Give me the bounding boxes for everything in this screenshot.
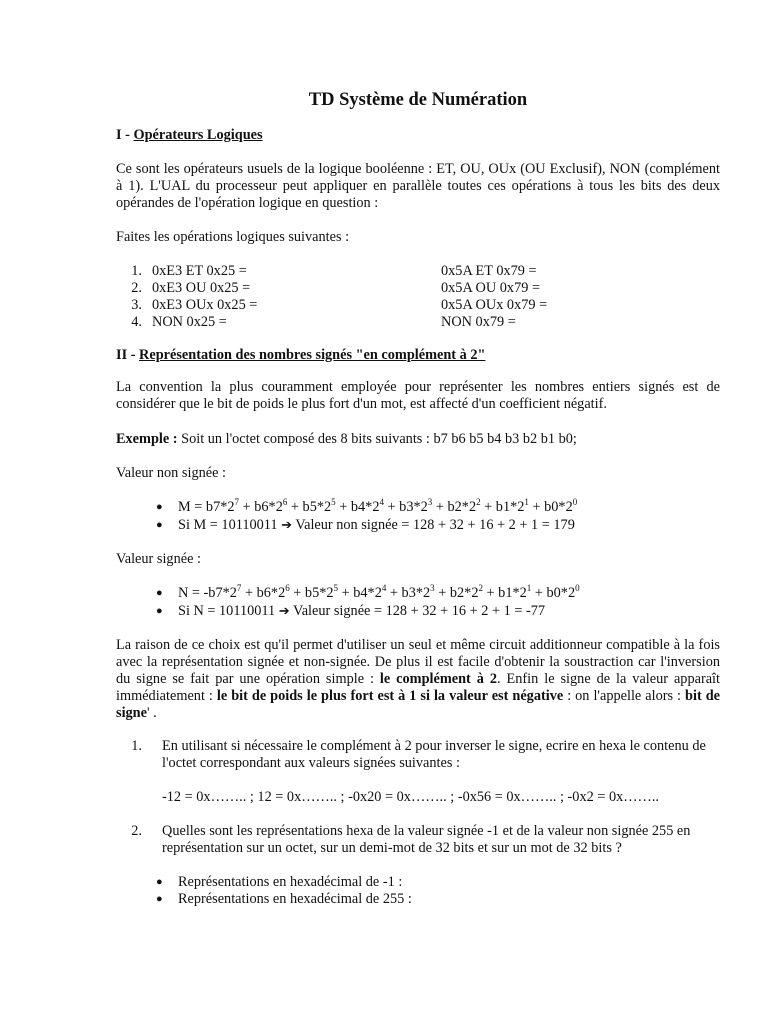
signed-example: Si N = 10110011 (178, 603, 276, 619)
unsigned-label: Valeur non signée : (116, 465, 226, 481)
example-text: Soit un l'octet composé des 8 bits suivants : b7 b6 b5 b4 b3 b2 b1 b0; (177, 431, 577, 447)
unsigned-formula: $M = b7*2^7 + b6*2^6 + b5*2^5 + b4*2^4 + b3*2^3 + b2*2^2 + b1*2^1 + b0*2^0$ (178, 497, 578, 515)
example-label: Exemple : (116, 431, 178, 447)
formula-row (116, 585, 720, 602)
explanation-paragraph: La raison de ce choix est qu'il permet d'utiliser un seul et même circuit additionneur compatible à la fois avec la représentation signée et non-signée. De plus il est facile d'obtenir la soustraction car l'inversion du signe se fait par une opération simple : le complément à 2. Enfin le signe de la valeur apparaît immédiatement : le bit de poids le plus fort est à 1 si la valeur est négative : on l'appelle alors : bit de signe' . (116, 637, 720, 721)
unsigned-example: Si M = 10110011 (178, 517, 278, 533)
list-item: ● Représentations en hexadécimal de -1 : (156, 874, 403, 890)
operation-right: 0x5A OUx 0x79 = (441, 297, 548, 313)
operation-right: 0x5A ET 0x79 = (441, 263, 537, 279)
signed-formula: $N = -b7*2^7 + b6*2^6 + b5*2^5 + b4*2^4 + b3*2^3 + b2*2^2 + b1*2^1 + b0*2^0$ (178, 583, 580, 601)
operation-left: NON 0x25 = (152, 314, 227, 330)
section-1-heading (116, 127, 263, 144)
result-row (116, 516, 720, 534)
bullet-icon: ● (156, 876, 163, 888)
section-1-title: Opérateurs Logiques (133, 127, 263, 143)
unsigned-list (116, 499, 720, 534)
signed-result: Valeur signée = 128 + 32 + 16 + 2 + 1 = -77 (289, 603, 546, 619)
question-1 (116, 738, 720, 772)
formula-row (116, 499, 720, 516)
bullet-icon: ● (156, 519, 163, 531)
section-2-heading (116, 347, 485, 364)
signed-list (116, 585, 720, 620)
question-number: 2. (131, 823, 142, 839)
result-row (116, 602, 720, 620)
operation-left: 0xE3 OU 0x25 = (152, 280, 251, 296)
question-1-values: -12 = 0x…….. ; 12 = 0x…….. ; -0x20 = 0x…….. ; -0x56 = 0x…….. ; -0x2 = 0x…….. (162, 789, 660, 805)
section-1-task: Faites les opérations logiques suivantes : (116, 229, 350, 245)
operation-row: 3. 0xE3 OUx 0x25 = 0x5A OUx 0x79 = (131, 297, 548, 313)
operation-row: 4. NON 0x25 = NON 0x79 = (131, 314, 516, 330)
operations-list (116, 263, 720, 331)
section-2-intro: La convention la plus couramment employée pour représenter les nombres entiers signés est de considérer que le bit de poids le plus fort d'un mot, est affecté d'un coefficient négatif. (116, 379, 720, 412)
bullet-icon: ● (156, 893, 163, 905)
section-1-number: I - (116, 127, 134, 143)
question-2 (116, 823, 720, 857)
question-2-bullets (116, 874, 720, 908)
arrow-right-icon: ➔ (278, 603, 290, 618)
operation-row: 1. 0xE3 ET 0x25 = 0x5A ET 0x79 = (131, 263, 537, 279)
section-2-number: II - (116, 347, 140, 363)
section-1-intro: Ce sont les opérateurs usuels de la logique booléenne : ET, OU, OUx (OU Exclusif), NON (complément à 1). L'UAL du processeur peut appliquer en parallèle toutes ces opérations à tous les bits des deux opérandes de l'opération logique en question : (116, 161, 720, 211)
unsigned-result: Valeur non signée = 128 + 32 + 16 + 2 + 1 = 179 (292, 517, 575, 533)
bullet-icon: ● (156, 605, 163, 617)
list-item: ● Représentations en hexadécimal de 255 : (156, 891, 412, 907)
arrow-right-icon: ➔ (281, 517, 293, 532)
signed-label: Valeur signée : (116, 551, 201, 567)
operation-right: NON 0x79 = (441, 314, 516, 330)
example-line (116, 431, 577, 448)
operation-row: 2. 0xE3 OU 0x25 = 0x5A OU 0x79 = (131, 280, 541, 296)
bullet-icon: ● (156, 587, 163, 599)
question-number: 1. (131, 738, 142, 754)
question-text: Quelles sont les représentations hexa de la valeur signée -1 et de la valeur non signée 255 en représentation sur un octet, sur un demi-mot de 32 bits et sur un mot de 32 bits ? (162, 823, 691, 856)
question-text: En utilisant si nécessaire le complément à 2 pour inverser le signe, ecrire en hexa le contenu de l'octet correspondant aux valeurs signées suivantes : (162, 738, 706, 771)
bullet-icon: ● (156, 501, 163, 513)
section-2-title: Représentation des nombres signés "en complément à 2" (139, 347, 486, 363)
operation-left: 0xE3 ET 0x25 = (152, 263, 247, 279)
operation-right: 0x5A OU 0x79 = (441, 280, 541, 296)
operation-left: 0xE3 OUx 0x25 = (152, 297, 258, 313)
page-title: TD Système de Numération (308, 90, 528, 110)
